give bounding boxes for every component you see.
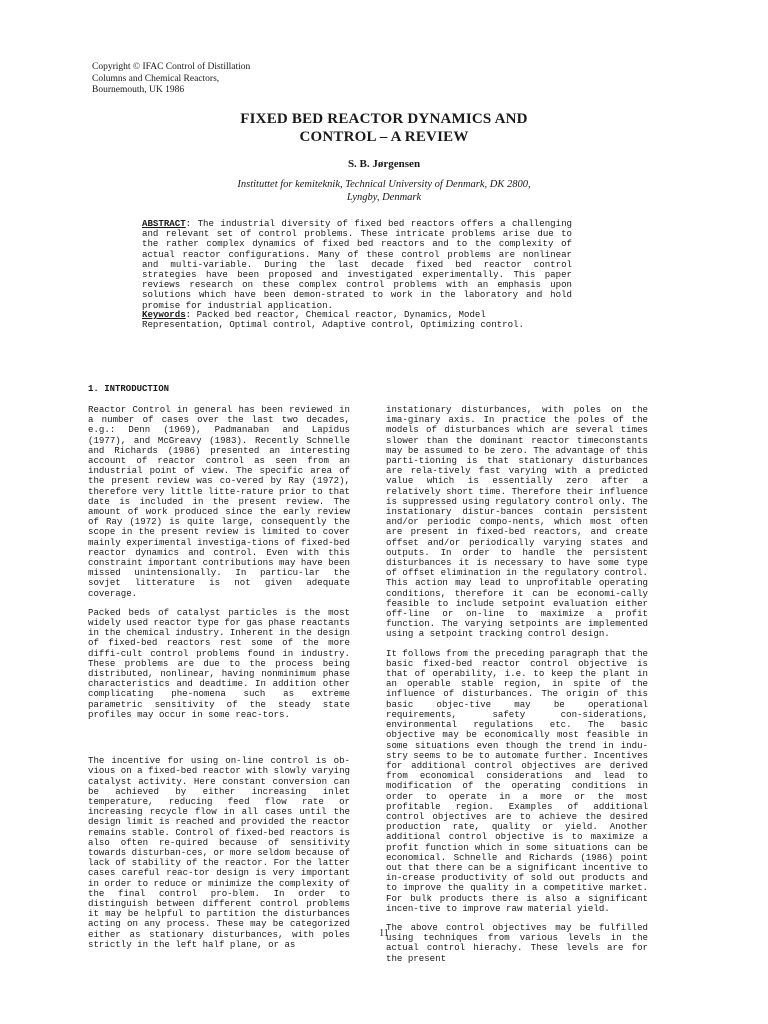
affiliation bbox=[0, 178, 768, 204]
keywords-text: Packed bed reactor, Chemical reactor, Dynamics, Model Representation, Optimal control, Adaptive control, Optimizing control. bbox=[142, 309, 524, 331]
affiliation-line-1: Instituttet for kemiteknik, Technical University of Denmark, DK 2800, bbox=[237, 179, 531, 190]
paragraph: Packed beds of catalyst particles is the most widely used reactor type for gas phase reactants in the chemical industry. Inherent in the design of fixed-bed reactors rest some of the more diffi-cult control problems found in industry. These problems are due to the process being distributed, nonlinear, having nonminimum phase characteristics and deadtime. In addition other complicating phe-nomena such as extreme parametric sensitivity of the steady state profiles may occur in some reac-tors. bbox=[88, 606, 350, 720]
paragraph: It follows from the preceding paragraph that the basic fixed-bed reactor control objective is that of operability, i.e. to keep the plant in an operable stable region, in spite of the influence of disturbances. The origin of this basic objec-tive may be operational requirements, safety con-siderations, environmental regulations etc. The basic objective may be economically most feasible in some situations even though the trend in indu-stry seems to be to automate further. Incentives for additional control objectives are derived from economical considerations and lead to modification of the operating conditions in order to operate in a more or the most profitable region. Examples of additional control objectives are to achieve the desired production rate, quality or yield. Another additional control objective is to maximize a profit function which in some situations can be economical. Schnelle and Richards (1986) point out that there can be a significant incentive to in-crease productivity of sold out products and to improve the quality in a competitive market. For bulk products there is also a significant incen-tive to improve raw material yield. bbox=[386, 647, 648, 914]
keywords: Keywords: Packed bed reactor, Chemical reactor, Dynamics, Model Representation, Optimal control, Adaptive control, Optimizing control. bbox=[142, 309, 524, 331]
abstract-label: ABSTRACT bbox=[142, 218, 186, 229]
keywords-label: Keywords bbox=[142, 309, 186, 320]
copyright-notice bbox=[92, 62, 250, 97]
page-number: 11 bbox=[379, 928, 389, 939]
left-column bbox=[88, 405, 350, 959]
abstract: ABSTRACT: The industrial diversity of fixed bed reactors offers a challenging and relevant set of control problems. These intricate problems arise due to the rather complex dynamics of fixed bed reactors and to the complexity of actual reactor configurations. Many of these control problems are nonlinear and multi-variable. During the last decade fixed bed reactor control strategies have been proposed and investigated experimentally. This paper reviews research on these complex control problems with an emphasis upon solutions which have been demon-strated to work in the laboratory and hold promise for industrial application. bbox=[142, 218, 572, 311]
section-heading: 1. INTRODUCTION bbox=[88, 384, 170, 394]
paper-title bbox=[0, 110, 768, 146]
author: S. B. Jørgensen bbox=[347, 158, 421, 170]
affiliation-line-2: Lyngby, Denmark bbox=[346, 192, 422, 203]
abstract-text: The industrial diversity of fixed bed reactors offers a challenging and relevant set of control problems. These intricate problems arise due to the rather complex dynamics of fixed bed reactors and to the complexity of actual reactor configurations. Many of these control problems are nonlinear and multi-variable. During the last decade fixed bed reactor control strategies have been proposed and investigated experimentally. This paper reviews research on these complex control problems with an emphasis upon solutions which have been demon-strated to work in the laboratory and hold promise for industrial application. bbox=[142, 218, 572, 311]
title-line-2: CONTROL – A REVIEW bbox=[299, 129, 469, 145]
paragraph: The incentive for using on-line control is ob-vious on a fixed-bed reactor with slowly varying catalyst activity. Here constant conversion can be achieved by either increasing inlet temperature, reducing feed flow rate or increasing recycle flow in all cases until the design limit is reached and provided the reactor remains stable. Control of fixed-bed reactors is also often re-quired because of sensitivity towards disturban-ces, or more seldom because of lack of stability of the reactor. For the latter cases careful reac-tor design is very important in order to reduce or minimize the complexity of the final control pro-blem. In order to distinguish between different control problems it may be helpful to partition the disturbances acting on any process. These may be categorized either as stationary disturbances, with poles strictly in the left half plane, or as bbox=[88, 755, 350, 950]
title-line-1: FIXED BED REACTOR DYNAMICS AND bbox=[240, 111, 528, 127]
right-column bbox=[386, 405, 648, 973]
paragraph: instationary disturbances, with poles on the ima-ginary axis. In practice the poles of the models of disturbances which are several times slower than the dominant reactor timeconstants may be assumed to be zero. The advantage of this parti-tioning is that stationary disturbances are rela-tively fast varying with a predicted value which is essentially zero after a relatively short time. Therefore their influence is suppressed using regulatory control only. The instationary distur-bances contain persistent and/or periodic compo-nents, which most often are present in fixed-bed reactors, and create offset and/or periodically varying states and outputs. In order to handle the persistent disturbances it is necessary to have some type of offset elimination in the regulatory control. This action may lead to unprofitable operating conditions, therefore it can be economi-cally feasible to include setpoint evaluation either off-line or on-line to maximize a profit function. The varying setpoints are implemented using a setpoint tracking control design. bbox=[386, 404, 648, 640]
copyright-line: Copyright © IFAC Control of Distillation bbox=[92, 62, 251, 72]
copyright-line: Columns and Chemical Reactors, bbox=[92, 73, 220, 84]
paragraph: Reactor Control in general has been reviewed in a number of cases over the last two decades, e.g.: Denn (1969), Padmanaban and Lapidus (1977), and McGreavy (1983). Recently Schnelle and Richards (1986) presented an interesting account of reactor control as seen from an industrial point of view. The specific area of the present review was co-vered by Ray (1972), therefore very little litte-rature prior to that date is included in the present review. The amount of work produced since the early review of Ray (1972) is quite large, consequently the scope in the present review is limited to cover mainly experimental investiga-tions of fixed-bed reactor dynamics and control. Even with this constraint important contributions may have been missed unintensionally. In particu-lar the sovjet litterature is not given adequate coverage. bbox=[88, 404, 350, 599]
copyright-line: Bournemouth, UK 1986 bbox=[92, 85, 185, 95]
paragraph: The above control objectives may be fulfilled using techniques from various levels in the actual control hierachy. These levels are for the present bbox=[386, 921, 648, 964]
